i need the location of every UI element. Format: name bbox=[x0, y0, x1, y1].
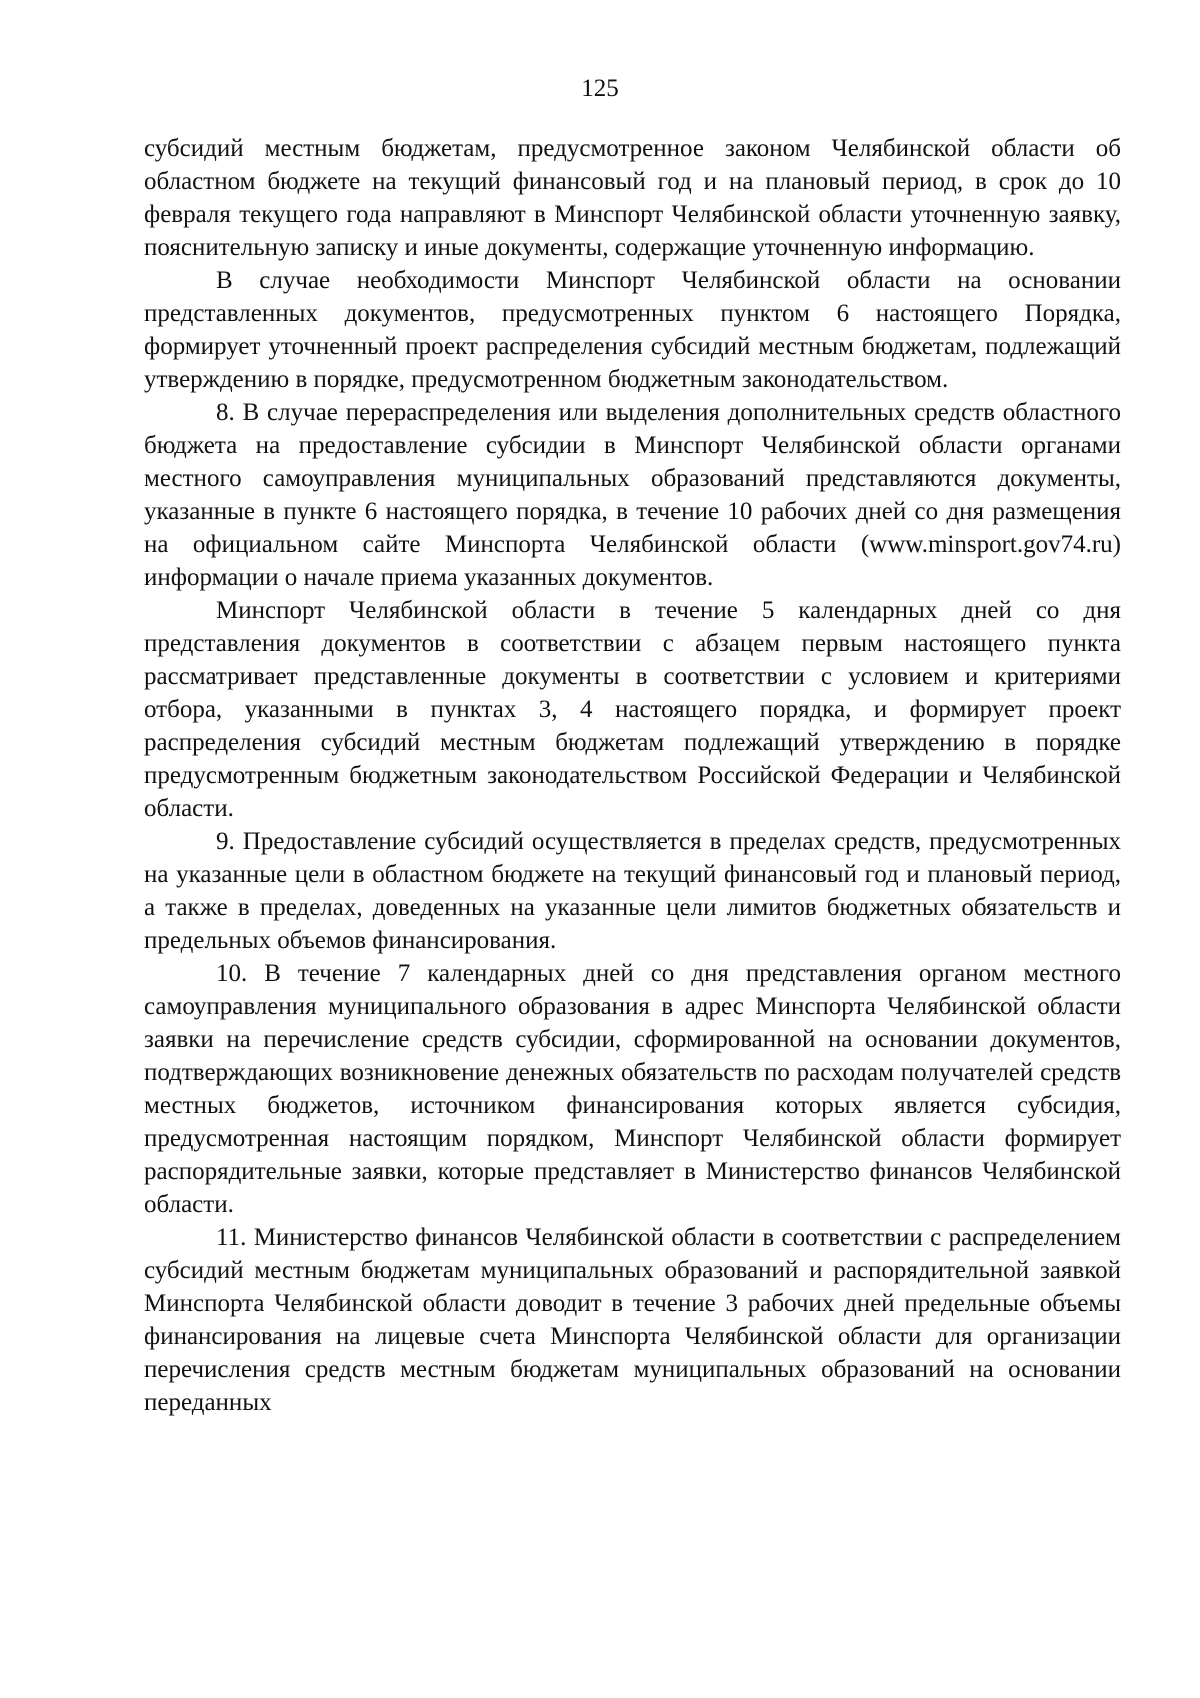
paragraph-item-8-review: Минспорт Челябинской области в течение 5 календарных дней со дня представления документов в соответствии с абзацем первым настоящего пункта рассматривает представленные документы в соответствии с условием и критериями отбора, указанными в пунктах 3, 4 настоящего порядка, и формирует проект распределения субсидий местным бюджетам подлежащий утверждению в порядке предусмотренным бюджетным законодательством Российской Федерации и Челябинской области. bbox=[144, 597, 1121, 822]
paragraph-refinement: В случае необходимости Минспорт Челябинской области на основании представленных документов, предусмотренных пунктом 6 настоящего Порядка, формирует уточненный проект распределения субсидий местным бюджетам, подлежащий утверждению в порядке, предусмотренном бюджетным законодательством. bbox=[144, 267, 1121, 393]
paragraph-continuation: субсидий местным бюджетам, предусмотренное законом Челябинской области об областном бюджете на текущий финансовый год и на плановый период, в срок до 10 февраля текущего года направляют в Минспорт Челябинской области уточненную заявку, пояснительную записку и иные документы, содержащие уточненную информацию. bbox=[144, 135, 1121, 261]
paragraph-item-9: 9. Предоставление субсидий осуществляется в пределах средств, предусмотренных на указанные цели в областном бюджете на текущий финансовый год и плановый период, а также в пределах, доведенных на указанные цели лимитов бюджетных обязательств и предельных объемов финансирования. bbox=[144, 828, 1121, 954]
document-body bbox=[144, 132, 1121, 1419]
paragraph-item-8: 8. В случае перераспределения или выделения дополнительных средств областного бюджета на предоставление субсидии в Минспорт Челябинской области органами местного самоуправления муниципальных образований представляются документы, указанные в пункте 6 настоящего порядка, в течение 10 рабочих дней со дня размещения на официальном сайте Минспорта Челябинской области (www.minsport.gov74.ru) информации о начале приема указанных документов. bbox=[144, 399, 1121, 591]
paragraph-item-11: 11. Министерство финансов Челябинской области в соответствии с распределением субсидий местным бюджетам муниципальных образований и распорядительной заявкой Минспорта Челябинской области доводит в течение 3 рабочих дней предельные объемы финансирования на лицевые счета Минспорта Челябинской области для организации перечисления средств местным бюджетам муниципальных образований на основании переданных bbox=[144, 1224, 1121, 1416]
page-number: 125 bbox=[581, 75, 619, 102]
paragraph-item-10: 10. В течение 7 календарных дней со дня представления органом местного самоуправления муниципального образования в адрес Минспорта Челябинской области заявки на перечисление средств субсидии, сформированной на основании документов, подтверждающих возникновение денежных обязательств по расходам получателей средств местных бюджетов, источником финансирования которых является субсидия, предусмотренная настоящим порядком, Минспорт Челябинской области формирует распорядительные заявки, которые представляет в Министерство финансов Челябинской области. bbox=[144, 960, 1121, 1218]
